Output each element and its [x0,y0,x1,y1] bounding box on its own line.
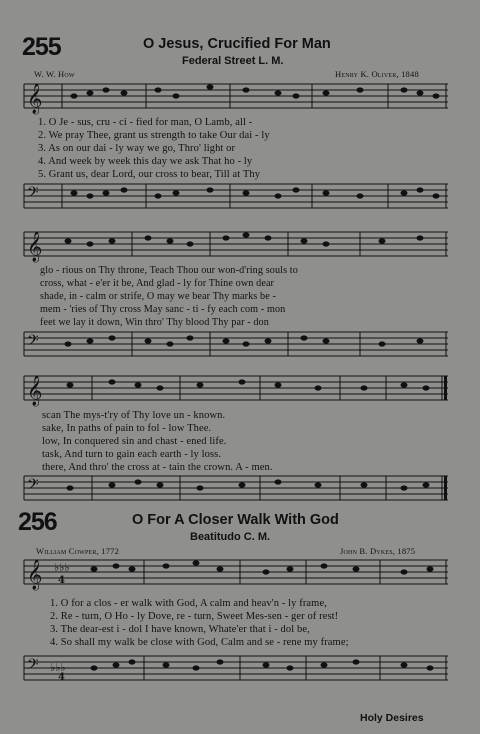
hymn-number: 255 [22,33,61,61]
svg-text:𝄢: 𝄢 [27,332,39,353]
hymn-title: O For A Closer Walk With God [132,512,339,528]
lyric-line: 4. And week by week this day we ask That ho - ly [38,156,253,167]
svg-text:𝄢: 𝄢 [27,476,39,497]
svg-text:𝄞: 𝄞 [27,232,43,262]
bass-staff [20,472,450,506]
category-footer: Holy Desires [360,712,424,724]
svg-text:4: 4 [58,672,65,683]
treble-staff [20,556,450,596]
lyric-line: mem - 'ries of Thy cross May sanc - ti - fy each com - mon [40,304,286,315]
tune-name: Beatitudo C. M. [190,531,271,543]
svg-text:𝄞: 𝄞 [27,84,43,114]
svg-text:𝄢: 𝄢 [27,656,39,677]
lyric-line: cross, what - e'er it be, And glad - ly for Thine own dear [40,278,275,289]
lyric-line: sake, In paths of pain to fol - low Thee. [42,423,212,434]
treble-staff [20,372,450,412]
author-credit: William Cowper, 1772 [36,546,120,556]
lyric-line: there, And thro' the cross at - tain the crown. A - men. [42,462,273,473]
svg-text:4: 4 [58,575,65,586]
svg-text:♭♭♭: ♭♭♭ [50,661,66,674]
composer-credit: Henry K. Oliver, 1848 [335,69,419,79]
lyric-line: 2. Re - turn, O Ho - ly Dove, re - turn, Sweet Mes-sen - ger of rest! [50,611,339,622]
svg-text:𝄞: 𝄞 [27,376,43,406]
treble-staff [20,228,450,268]
lyric-line: glo - rious on Thy throne, Teach Thou our won-d'ring souls to [40,265,298,276]
hymn-number: 256 [18,508,57,536]
lyric-line: 3. The dear-est i - dol I have known, Whate'er that i - dol be, [50,624,310,635]
lyric-line: 4. So shall my walk be close with God, Calm and se - rene my frame; [50,637,349,648]
lyric-line: feet we lay it down, Win thro' Thy blood Thy par - don [40,317,269,328]
lyric-line: 3. As on our dai - ly way we go, Thro' light or [38,143,236,154]
lyric-line: task, And turn to gain each earth - ly loss. [42,449,222,460]
bass-staff [20,652,450,686]
author-credit: W. W. How [34,69,75,79]
lyric-line: shade, in - calm or strife, O may we bear Thy marks be - [40,291,276,302]
lyric-line: 5. Grant us, dear Lord, our cross to bear, Till at Thy [38,169,261,180]
bass-staff [20,180,450,214]
lyric-line: scan The mys-t'ry of Thy love un - known. [42,410,226,421]
hymn-title: O Jesus, Crucified For Man [143,36,331,52]
svg-text:♭♭♭: ♭♭♭ [54,561,70,574]
tune-name: Federal Street L. M. [182,55,284,67]
lyric-line: 1. O Je - sus, cru - ci - fied for man, O Lamb, all - [38,117,253,128]
svg-text:𝄢: 𝄢 [27,184,39,205]
lyric-line: low, In conquered sin and chast - ened life. [42,436,227,447]
svg-text:𝄞: 𝄞 [27,560,43,590]
composer-credit: John B. Dykes, 1875 [340,546,416,556]
treble-staff [20,80,450,120]
lyric-line: 2. We pray Thee, grant us strength to take Our dai - ly [38,130,270,141]
lyric-line: 1. O for a clos - er walk with God, A calm and heav'n - ly frame, [50,598,327,609]
bass-staff [20,328,450,362]
